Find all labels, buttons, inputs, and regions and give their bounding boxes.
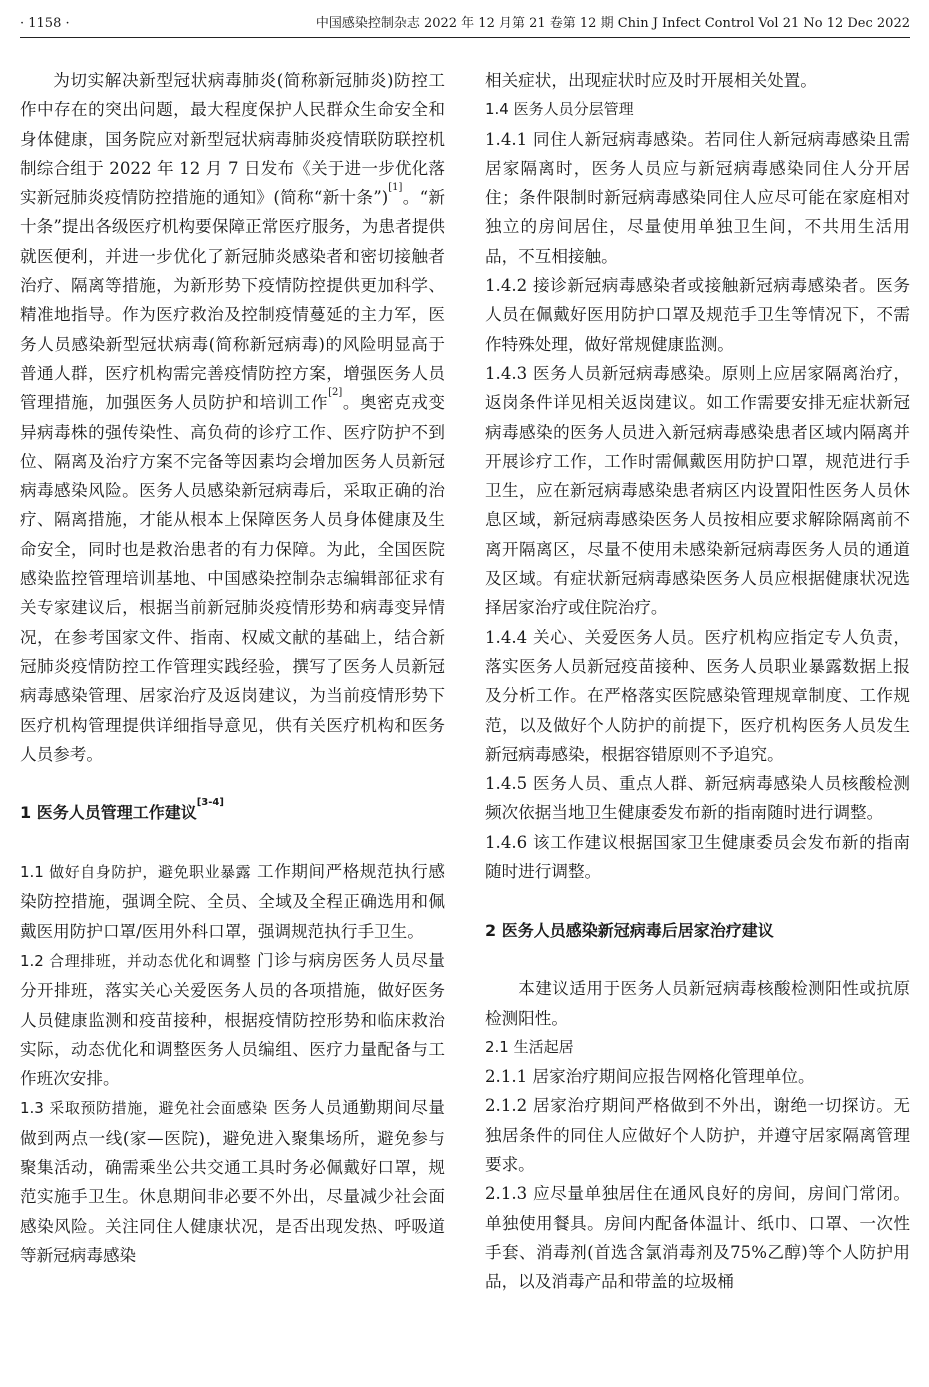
paragraph: 1.4.2 接诊新冠病毒感染者或接触新冠病毒感染者。医务人员在佩戴好医用防护口罩及规范手卫生等情况下，不需作特殊处理，做好常规健康监测。 <box>485 276 910 354</box>
left-column <box>20 66 445 1270</box>
citation-ref[interactable]: [3-4] <box>196 797 224 809</box>
paragraph: 1.4.3 医务人员新冠病毒感染。原则上应居家隔离治疗，返岗条件详见相关返岗建议。如工作需要安排无症状新冠病毒感染的医务人员进入新冠病毒感染患者区域内隔离并开展诊疗工作，工作时需佩戴医用防护口罩，规范进行手卫生，应在新冠病毒感染患者病区内设置阳性医务人员休息区域，新冠病毒感染医务人员按相应要求解除隔离前不离开隔离区，尽量不使用未感染新冠病毒医务人员的通道及区域。有症状新冠病毒感染医务人员应根据健康状况选择居家治疗或住院治疗。 <box>485 363 910 618</box>
citation-ref[interactable]: [2] <box>328 387 343 399</box>
subsection-title: 1.3 采取预防措施，避免社会面感染 <box>20 1099 268 1118</box>
subsection-title: 2.1 生活起居 <box>485 1037 574 1056</box>
section-heading: 2 医务人员感染新冠病毒后居家治疗建议 <box>485 920 774 940</box>
page-number: · 1158 · <box>20 16 70 31</box>
subsection-1-1: 1.1 做好自身防护，避免职业暴露 工作期间严格规范执行感染防控措施，强调全院、全员、全域及全程正确选用和佩戴医用防护口罩/医用外科口罩，强调规范执行手卫生。 <box>20 862 446 941</box>
right-column <box>485 66 910 1296</box>
paragraph: 1.4.4 关心、关爱医务人员。医疗机构应指定专人负责，落实医务人员新冠疫苗接种、医务人员职业暴露数据上报及分析工作。在严格落实医院感染管理规章制度、工作规范，以及做好个人防护的前提下，医疗机构医务人员发生新冠病毒感染，根据容错原则不予追究。 <box>485 627 910 764</box>
paragraph: 1.4.6 该工作建议根据国家卫生健康委员会发布新的指南随时进行调整。 <box>485 832 910 882</box>
subsection-1-2: 1.2 合理排班，并动态优化和调整 门诊与病房医务人员尽量分开排班，落实关心关爱医务人员的各项措施，做好医务人员健康监测和疫苗接种，根据疫情防控形势和临床救治实际，动态优化和调整医务人员编组、医疗力量配备与工作班次安排。 <box>20 950 446 1089</box>
subsection-1-3: 1.3 采取预防措施，避免社会面感染 医务人员通勤期间尽量做到两点一线(家—医院)，避免进入聚集场所，避免参与聚集活动，确需乘坐公共交通工具时务必佩戴好口罩，规范实施手卫生。休息期间非必要不外出，尽量减少社会面感染风险。关注同住人健康状况，是否出现发热、呼吸道等新冠病毒感染 <box>20 1098 445 1265</box>
subsection-title: 1.2 合理排班，并动态优化和调整 <box>20 951 252 970</box>
intro-paragraph: 为切实解决新型冠状病毒肺炎(简称新冠肺炎)防控工作中存在的突出问题，最大程度保护人民群众生命安全和身体健康，国务院应对新型冠状病毒肺炎疫情联防联控机制综合组于 2022 年 12 月 7 日发布《关于进一步优化落实新冠肺炎疫情防控措施的通知》(简称“新十条”)[1]。“新十条”提出各级医疗机构要保障正常医疗服务，为患者提供就医便利，并进一步优化了新冠肺炎感染者和密切接触者治疗、隔离等措施，为新形势下疫情防控提供更加科学、精准地指导。作为医疗救治及控制疫情蔓延的主力军，医务人员感染新型冠状病毒(简称新冠病毒)的风险明显高于普通人群，医疗机构需完善疫情防控方案，增强医务人员管理措施，加强医务人员防护和培训工作[2]。奥密克戎变异病毒株的强传染性、高负荷的诊疗工作、医疗防护不到位、隔离及治疗方案不完备等因素均会增加医务人员新冠病毒感染风险。医务人员感染新冠病毒后，采取正确的治疗、隔离措施，才能从根本上保障医务人员身体健康及生命安全，同时也是救治患者的有力保障。为此，全国医院感染监控管理培训基地、中国感染控制杂志编辑部征求有关专家建议后，根据当前新冠肺炎疫情形势和病毒变异情况，在参考国家文件、指南、权威文献的基础上，结合新冠肺炎疫情防控工作管理实践经验，撰写了医务人员新冠病毒感染管理、居家治疗及返岗建议，为当前疫情形势下医疗机构管理提供详细指导意见，供有关医疗机构和医务人员参考。 <box>20 71 446 764</box>
paragraph: 2.1.1 居家治疗期间应报告网格化管理单位。 <box>485 1067 815 1087</box>
paragraph: 2.1.3 应尽量单独居住在通风良好的房间，房间门常闭。单独使用餐具。房间内配备体温计、纸巾、口罩、一次性手套、消毒剂(首选含氯消毒剂及75%乙醇)等个人防护用品，以及消毒产品和带盖的垃圾桶 <box>485 1184 910 1292</box>
paragraph: 相关症状，出现症状时应及时开展相关处置。 <box>485 71 817 90</box>
paragraph: 1.4.5 医务人员、重点人群、新冠病毒感染人员核酸检测频次依据当地卫生健康委发布新的指南随时进行调整。 <box>485 774 910 823</box>
paragraph: 本建议适用于医务人员新冠病毒核酸检测阳性或抗原检测阳性。 <box>485 979 910 1028</box>
page-header <box>20 10 910 38</box>
paragraph: 2.1.2 居家治疗期间严格做到不外出，谢绝一切探访。无独居条件的同住人应做好个人防护，并遵守居家隔离管理要求。 <box>485 1096 910 1174</box>
subsection-title: 1.1 做好自身防护，避免职业暴露 <box>20 863 252 882</box>
subsection-title: 1.4 医务人员分层管理 <box>485 100 634 119</box>
citation-ref[interactable]: [1] <box>388 182 403 194</box>
journal-citation: 中国感染控制杂志 2022 年 12 月第 21 卷第 12 期 Chin J Infect Control Vol 21 No 12 Dec 2022 <box>315 16 910 31</box>
section-heading: 1 医务人员管理工作建议[3-4] <box>20 797 224 823</box>
paragraph: 1.4.1 同住人新冠病毒感染。若同住人新冠病毒感染且需居家隔离时，医务人员应与新冠病毒感染同住人分开居住；条件限制时新冠病毒感染同住人应尽可能在家庭相对独立的房间居住，尽量使用单独卫生间，不共用生活用品，不互相接触。 <box>485 129 910 266</box>
